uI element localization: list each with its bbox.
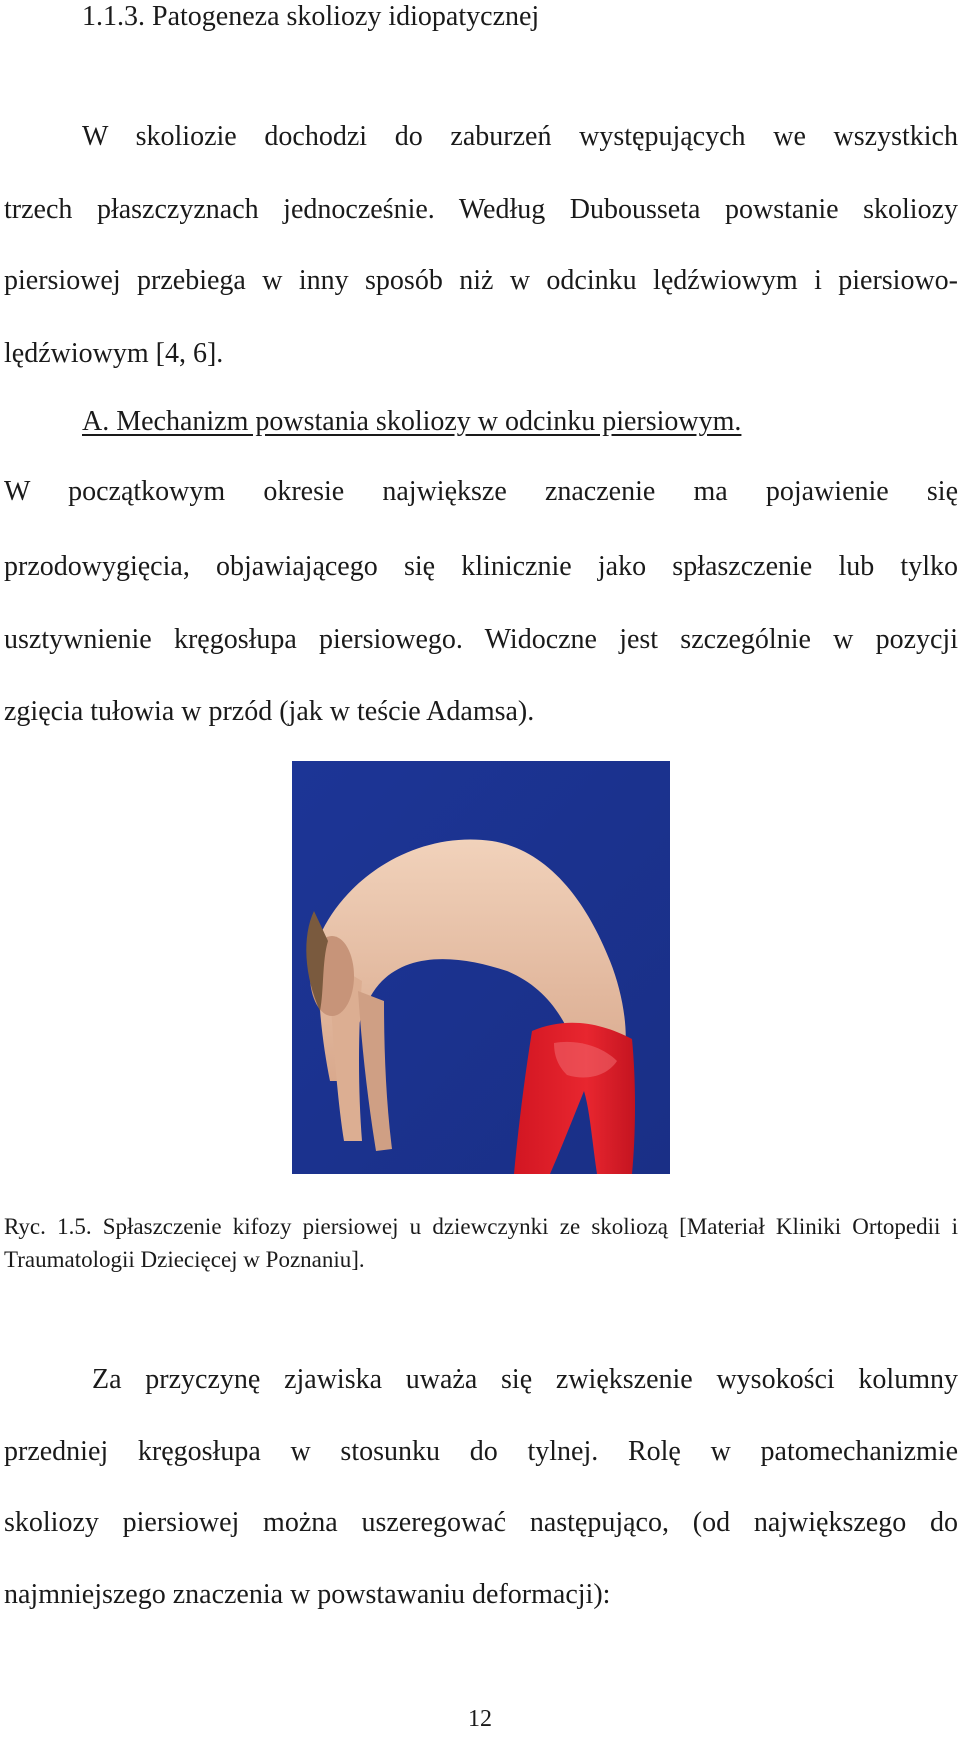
- paragraph-cause-line: przedniej kręgosłupa w stosunku do tylnej. Rolę w patomechanizmie: [4, 1436, 958, 1467]
- paragraph-cause-line: najmniejszego znaczenia w powstawaniu deformacji):: [4, 1579, 611, 1610]
- page-number: 12: [468, 1706, 492, 1732]
- subsection-heading: A. Mechanizm powstania skoliozy w odcinku piersiowym.: [82, 406, 742, 437]
- paragraph-mechanism-line: W początkowym okresie największe znaczenie ma pojawienie się: [4, 476, 958, 507]
- paragraph-cause-line: Za przyczynę zjawiska uważa się zwiększenie wysokości kolumny: [92, 1364, 958, 1395]
- paragraph-intro-line: lędźwiowym [4, 6].: [4, 338, 224, 369]
- paragraph-mechanism-line: zgięcia tułowia w przód (jak w teście Adamsa).: [4, 696, 535, 727]
- paragraph-intro-line: piersiowej przebiega w inny sposób niż w odcinku lędźwiowym i piersiowo-: [4, 265, 958, 296]
- paragraph-mechanism-line: przodowygięcia, objawiającego się klinicznie jako spłaszczenie lub tylko: [4, 551, 958, 582]
- paragraph-cause-line: skoliozy piersiowej można uszeregować następująco, (od największego do: [4, 1507, 958, 1538]
- figure-caption: Ryc. 1.5. Spłaszczenie kifozy piersiowej u dziewczynki ze skoliozą [Materiał Kliniki Ortopedii i Traumatologii Dziecięcej w Poznaniu].: [4, 1214, 958, 1272]
- section-heading: 1.1.3. Patogeneza skoliozy idiopatycznej: [82, 1, 540, 32]
- paragraph-mechanism-line: usztywnienie kręgosłupa piersiowego. Widoczne jest szczególnie w pozycji: [4, 624, 958, 655]
- figure-photo: [292, 761, 670, 1174]
- paragraph-intro-line: W skoliozie dochodzi do zaburzeń występujących we wszystkich: [82, 121, 958, 152]
- paragraph-intro-line: trzech płaszczyznach jednocześnie. Według Dubousseta powstanie skoliozy: [4, 194, 958, 225]
